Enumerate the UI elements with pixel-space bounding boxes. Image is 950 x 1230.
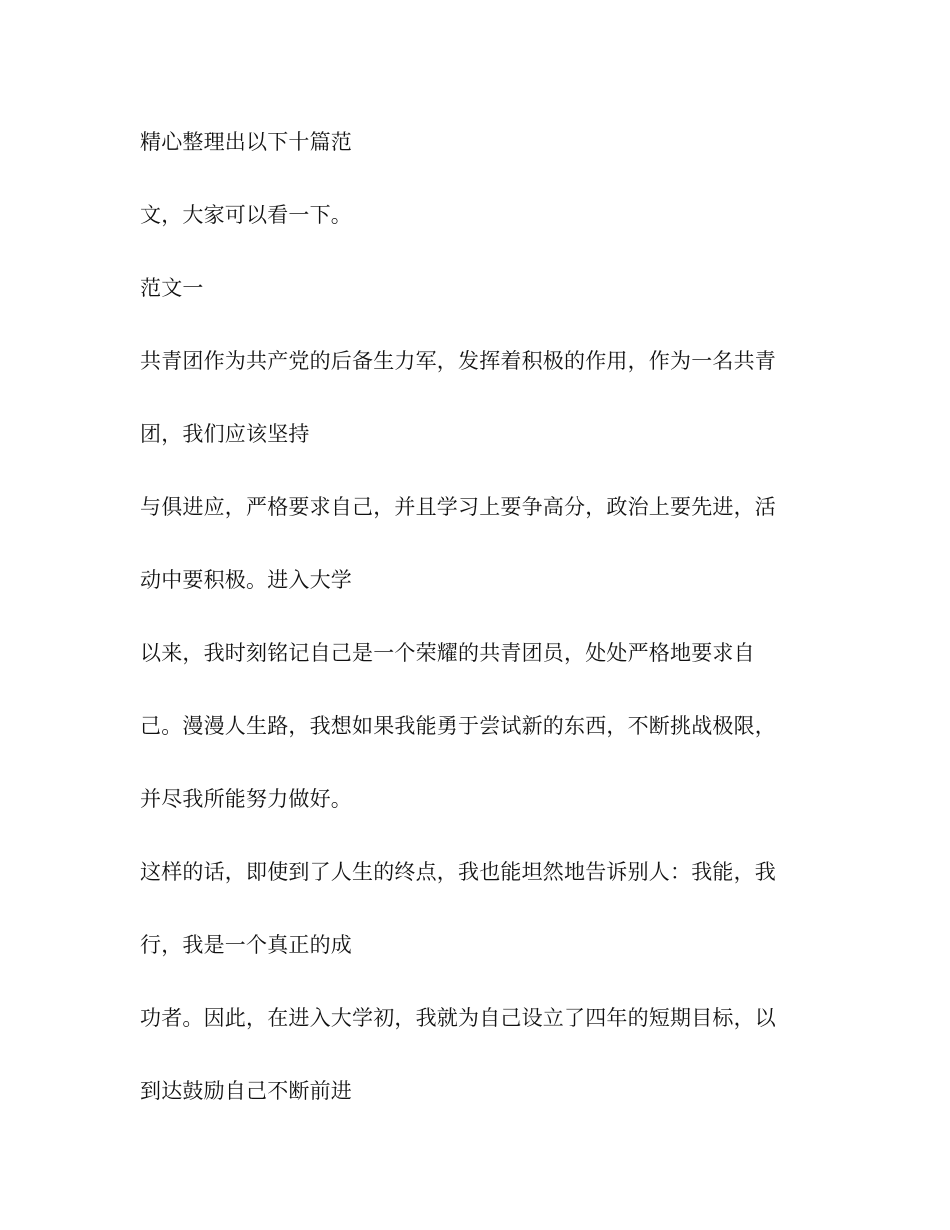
body-line-2: 团，我们应该坚持 bbox=[140, 422, 310, 446]
body-line-10: 功者。因此，在进入大学初，我就为自己设立了四年的短期目标，以 bbox=[140, 1006, 776, 1030]
body-line-11: 到达鼓励自己不断前进 bbox=[140, 1079, 352, 1103]
intro-line-1: 精心整理出以下十篇范 bbox=[140, 130, 352, 154]
body-line-5: 以来，我时刻铭记自己是一个荣耀的共青团员，处处严格地要求自 bbox=[140, 641, 755, 665]
body-line-9: 行，我是一个真正的成 bbox=[140, 933, 352, 957]
intro-line-2: 文，大家可以看一下。 bbox=[140, 203, 352, 227]
body-line-7: 并尽我所能努力做好。 bbox=[140, 787, 352, 811]
body-line-8: 这样的话，即使到了人生的终点，我也能坦然地告诉别人：我能，我 bbox=[140, 860, 776, 884]
section-heading: 范文一 bbox=[140, 276, 204, 300]
body-line-4: 动中要积极。进入大学 bbox=[140, 568, 352, 592]
body-line-3: 与俱进应，严格要求自己，并且学习上要争高分，政治上要先进，活 bbox=[140, 495, 776, 519]
body-line-6: 己。漫漫人生路，我想如果我能勇于尝试新的东西，不断挑战极限， bbox=[140, 714, 776, 738]
body-line-1: 共青团作为共产党的后备生力军，发挥着积极的作用，作为一名共青 bbox=[140, 349, 776, 373]
